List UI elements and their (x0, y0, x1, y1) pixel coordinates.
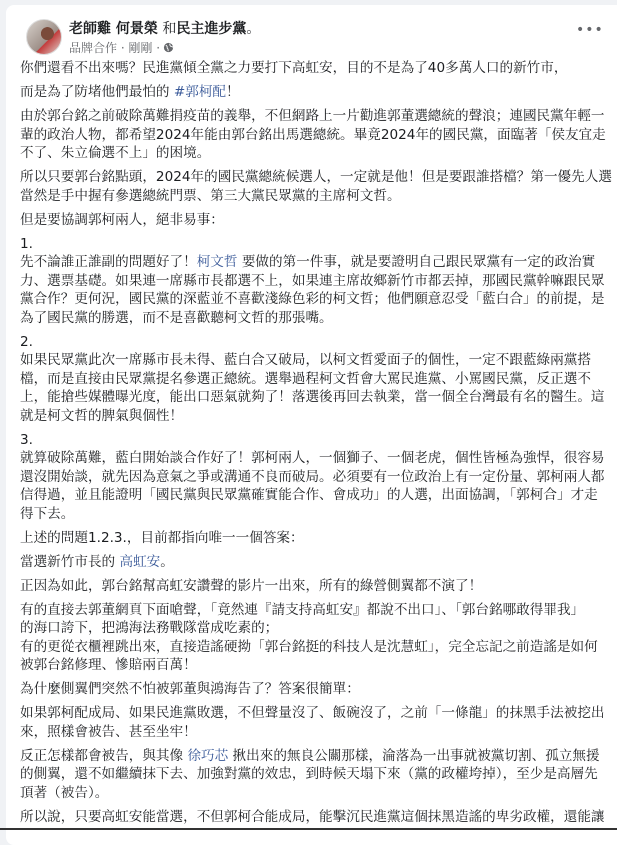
post-line: 所以說，只要高虹安能當選，不但郭柯合能成局，能擊沉民進黨這個抹黑造謠的卑劣政權，還能讓 (20, 808, 605, 825)
post-line: 由於郭台銘之前破除萬難捐疫苗的義舉，不但網路上一片勸進郭董選總統的聲浪；連國民黨年輕一 (20, 108, 605, 124)
post-line: 如果郭柯配成局、如果民進黨敗選，不但聲量沒了、飯碗沒了，之前「一條龍」的抹黑手法被挖出 (20, 705, 605, 721)
post-line: 黨合作？更何況，國民黨的深藍並不喜歡淺綠色彩的柯文哲；他們願意忍受「藍白合」的前提，是 (20, 291, 605, 307)
post-text: 先不論誰正誰副的問題好了！ (20, 254, 197, 270)
post-text: 揪出來的無良公關那樣，淪落為一出事就被黨切割、孤立無援 (228, 747, 600, 764)
person-tag-link[interactable]: 徐巧芯 (187, 747, 229, 764)
post-paragraph (20, 59, 612, 78)
post-line (20, 747, 612, 766)
post-line (20, 83, 612, 102)
post-line: 信得過，並且能證明「國民黨與民眾黨確實能合作、會成功」的人選，出面協調，「郭柯合」才走 (20, 487, 598, 503)
post-line: 的海口誇下，把鴻海法務戰隊當成吃素的； (20, 620, 279, 636)
post-paragraph (20, 601, 612, 675)
post-text: 反正怎樣都會被告，與其像 (20, 747, 188, 764)
partner-name-link[interactable]: 民主進步黨 (176, 21, 247, 37)
post-meta (69, 39, 174, 56)
post-line: 還沒開始談，就先因為意氣之爭或溝通不良而破局。必須要有一位政治上有一定份量、郭柯兩人都 (20, 468, 605, 485)
post-line: 不了、朱立倫選不上」的困境。 (20, 145, 211, 161)
post-paragraph (20, 553, 612, 572)
post-line: 就算破除萬難，藍白開始談合作好了！郭柯兩人，一個獅子、一個老虎，個性皆極為強悍，很容易 (20, 450, 605, 466)
post-paragraph (20, 333, 612, 426)
post-text: ！ (226, 84, 240, 100)
post-line (20, 553, 612, 572)
post-line: 被郭台銘修理、慘賠兩百萬！ (20, 657, 197, 673)
globe-icon (163, 42, 174, 53)
post-line: 就是柯文哲的脾氣與個性！ (20, 407, 184, 424)
post-line: 輩的政治人物，都希望2024年能由郭台銘出馬選總統。畢竟2024年的國民黨，面臨著「侯友宜走 (20, 126, 606, 143)
with-word: 和 (162, 21, 177, 37)
post-paragraph (20, 83, 612, 102)
post-line: 為了國民黨的勝選，而不是喜歡聽柯文哲的那張嘴。 (20, 309, 333, 326)
post-line: 有的直接去郭董網頁下面嗆聲，「竟然連『請支持高虹安』都說不出口」、「郭台銘哪敢得罪我」 (20, 601, 585, 618)
post-line (20, 253, 612, 272)
post-paragraph (20, 168, 612, 205)
post-line: 頂著（被告）。 (20, 784, 109, 801)
name-suffix: 。 (246, 21, 261, 37)
hashtag-link[interactable]: #郭柯配 (173, 84, 227, 100)
post-paragraph (20, 747, 612, 803)
post-line: 為什麼側翼們突然不怕被郭董與鴻海告了？答案很簡單： (20, 681, 360, 697)
post-line: 當然是手中握有參選總統門票、第三大黨民眾黨的主席柯文哲。 (20, 187, 401, 204)
more-options-button[interactable]: ••• (576, 22, 604, 38)
post-line: 2. (20, 333, 33, 350)
post-line: 檔，而是直接由民眾黨提名參選正總統。選舉過程柯文哲會大罵民進黨、小罵國民黨，反正選不 (20, 370, 591, 387)
author-avatar[interactable] (26, 19, 62, 55)
post-paragraph (20, 211, 612, 230)
post-line: 3. (20, 431, 33, 448)
post-paragraph (20, 808, 612, 827)
post-text: 。 (160, 553, 174, 570)
post-text: 而是為了防堵他們最怕的 (20, 84, 174, 100)
post-paragraph (20, 577, 612, 596)
post-line: 1. (20, 235, 33, 252)
post-body (20, 59, 612, 832)
post-paragraph (20, 431, 612, 524)
person-tag-link[interactable]: 高虹安 (119, 553, 161, 570)
post-text: 當選新竹市長的 (20, 553, 120, 570)
person-tag-link[interactable]: 柯文哲 (196, 254, 238, 270)
post-author-line (69, 18, 260, 38)
post-line: 來，照樣會被告、甚至坐牢！ (20, 723, 197, 740)
post-line: 力、選票基礎。如果連一席縣市長都選不上，如果連主席故鄉新竹市都丟掉，那國民黨幹嘛跟民眾 (20, 272, 605, 289)
post-line: 的側翼，還不如繼續抹下去、加強對黨的效忠，到時候天塌下來（黨的政權垮掉），至少是高層先 (20, 766, 598, 782)
post-line: 但是要協調郭柯兩人，絕非易事： (20, 211, 224, 228)
post-line: 上，能搶些媒體曝光度，能出口惡氣就夠了！落選後再回去執業，當一個全台灣最有名的醫生。這 (20, 389, 605, 405)
post-paragraph (20, 704, 612, 741)
post-line: 你們還看不出來嗎？民進黨傾全黨之力要打下高虹安，目的不是為了40多萬人口的新竹市， (20, 60, 568, 76)
post-line: 如果民眾黨此次一席縣市長未得、藍白合又破局，以柯文哲愛面子的個性，一定不跟藍綠兩黨搭 (20, 352, 591, 368)
post-paragraph (20, 529, 612, 548)
author-name-link[interactable]: 老師雞 何景榮 (69, 21, 158, 37)
post-text: 要做的第一件事，就是要證明自己跟民眾黨有一定的政治實 (237, 254, 596, 270)
post-line: 有的更從衣櫃裡跳出來，直接造謠硬拗「郭台銘挺的科技人是沈慧虹」，完全忘記之前造謠是如何 (20, 638, 598, 655)
post-paragraph (20, 235, 612, 328)
post-paragraph (20, 107, 612, 163)
post-line: 正因為如此，郭台銘幫高虹安讚聲的影片一出來，所有的綠營側翼都不演了！ (20, 577, 483, 594)
post-line: 得下去。 (20, 505, 75, 522)
post-meta-text[interactable]: 品牌合作 · 剛剛 · (69, 41, 161, 55)
post-line: 所以只要郭台銘點頭，2024年的國民黨總統候選人，一定就是他！但是要跟誰搭檔？第一優先人選 (20, 169, 612, 185)
post-paragraph (20, 680, 612, 699)
post-line: 上述的問題1.2.3.，目前都指向唯一一個答案： (20, 529, 304, 546)
